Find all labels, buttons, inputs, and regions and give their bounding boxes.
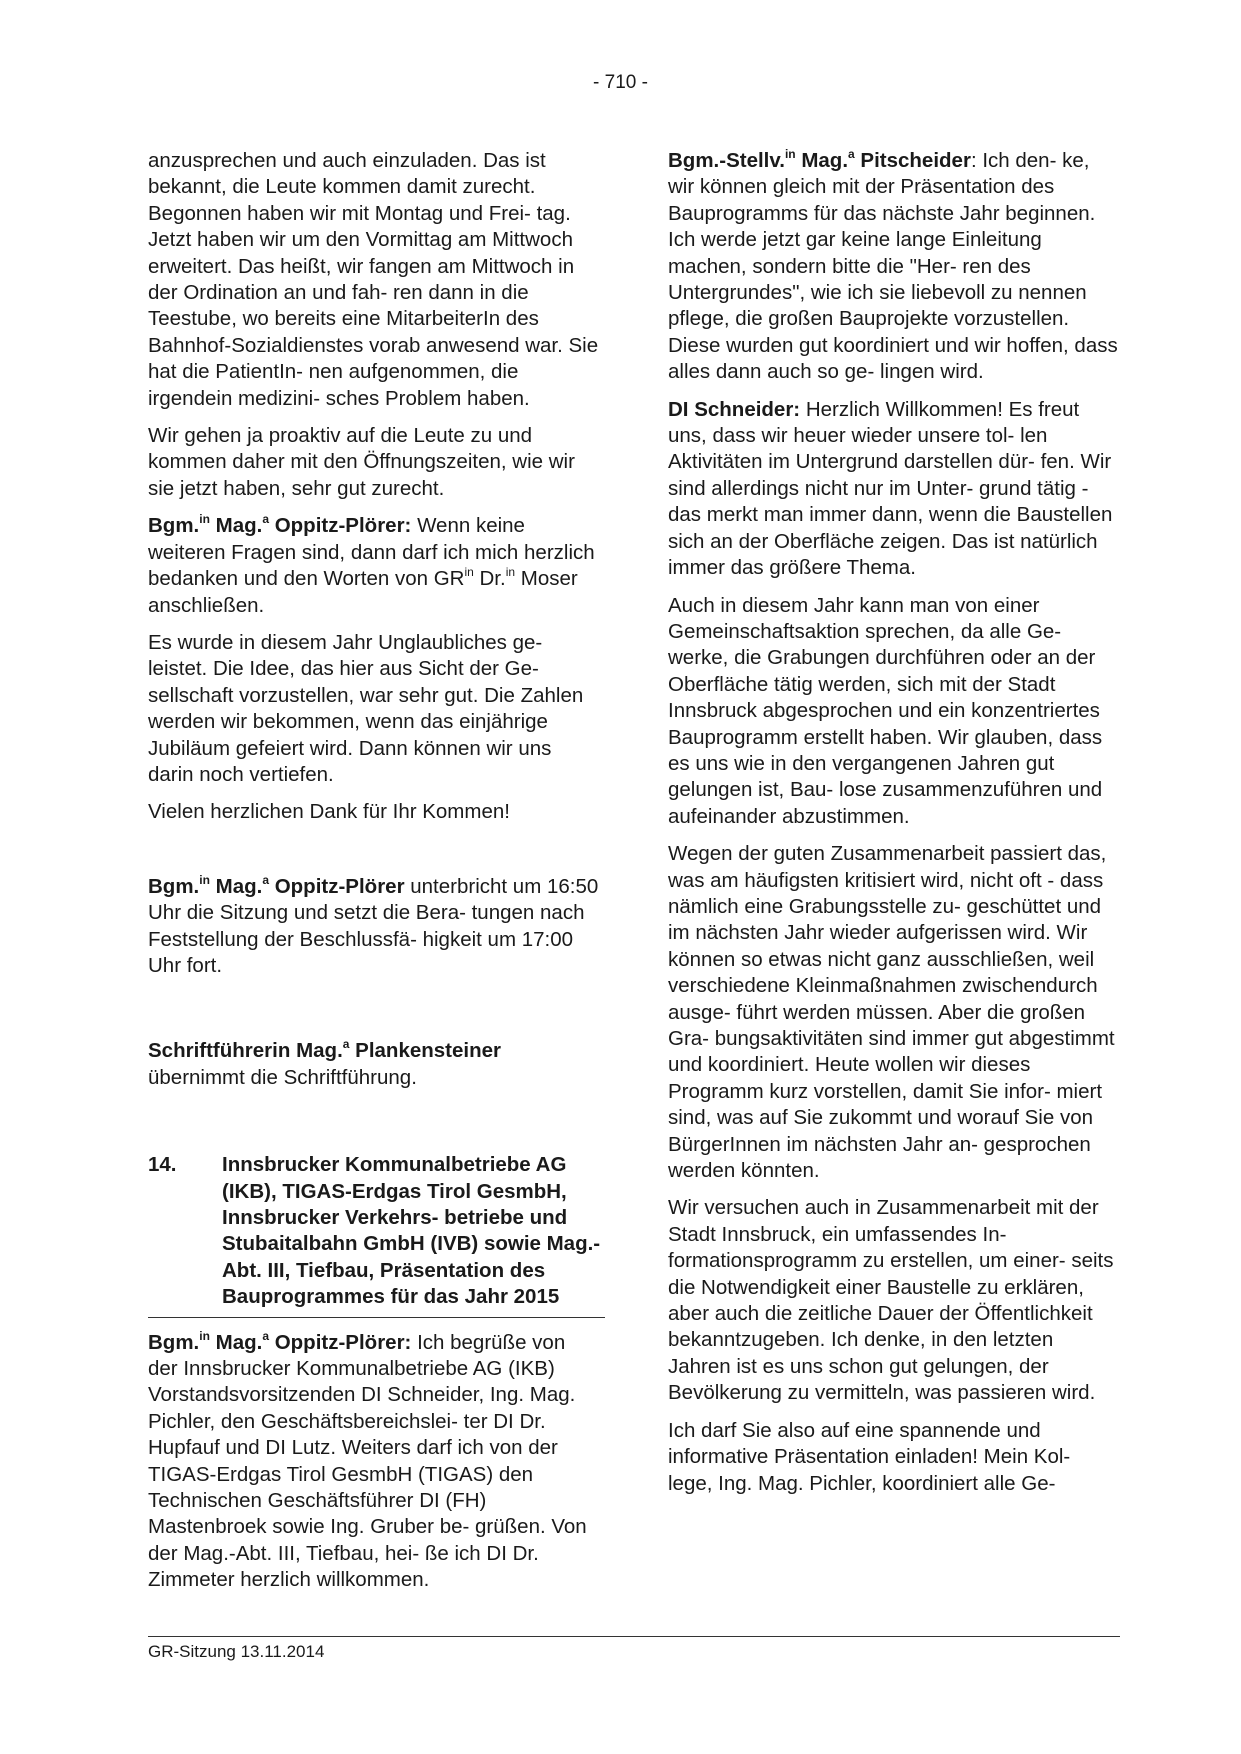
paragraph: Ich darf Sie also auf eine spannende und informative Präsentation einladen! Mein Kol- lege, Ing. Mag. Pichler, koordiniert alle Ge- (668, 1418, 1071, 1495)
left-column (148, 148, 600, 1605)
footer-divider (148, 1636, 1120, 1637)
right-column (668, 148, 1120, 1508)
speaker-name: Bgm.-Stellv.$^{in}$ Mag.$^a$ Pitscheider (668, 147, 971, 172)
paragraph: Wir gehen ja proaktiv auf die Leute zu und kommen daher mit den Öffnungszeiten, wie wir sie jetzt haben, sehr gut zurecht. (148, 424, 575, 500)
paragraph: anzusprechen und auch einzuladen. Das ist bekannt, die Leute kommen damit zurecht. Begonnen haben wir mit Montag und Frei- tag. Jetzt haben wir um den Vormittag am Mittwoch erweitert. Das heißt, wir fangen am Mittwoch in der Ordination an und fah- ren dann in die Teestube, wo bereits eine MitarbeiterIn des Bahnhof-Sozialdienstes vorab anwesend war. Sie hat die PatientIn- nen aufgenommen, die irgendein medizini- sches Problem haben. (148, 149, 599, 410)
speaker-paragraph: Schriftführerin Mag.$^a$ Plankensteiner übernimmt die Schriftführung. (148, 1037, 501, 1089)
speaker-paragraph: Bgm.-Stellv.$^{in}$ Mag.$^a$ Pitscheider: Ich den- ke, wir können gleich mit der Präsentation des Bauprogramms für das nächste Jahr beginnen. Ich werde jetzt gar keine lange Einleitung machen, sondern bitte die "Her- ren des Untergrundes", wie ich sie liebevoll zu nennen pflege, die großen Bauprojekte vorzustellen. Diese wurden gut koordiniert und wir hoffen, dass alles dann auch so ge- lingen wird. (668, 147, 1118, 384)
paragraph: Wir versuchen auch in Zusammenarbeit mit der Stadt Innsbruck, ein umfassendes In- formationsprogramm zu erstellen, um einer- seits die Notwendigkeit einer Baustelle zu erklären, aber auch die zeitliche Dauer der Öffentlichkeit bekanntzugeben. Ich denke, in den letzten Jahren ist es uns schon gut gelungen, der Bevölkerung zu vermitteln, was passieren wird. (668, 1196, 1114, 1405)
speaker-name: Bgm.$^{in}$ Mag.$^a$ Oppitz-Plörer (148, 872, 405, 898)
paragraph: Wegen der guten Zusammenarbeit passiert das, was am häufigsten kritisiert wird, nicht oft - dass nämlich eine Grabungsstelle zu- geschüttet und im nächsten Jahr wieder aufgerissen wird. Wir können so etwas nicht ganz ausschließen, weil verschiedene Kleinmaßnahmen zwischendurch ausge- führt werden müssen. Aber die großen Gra- bungsaktivitäten sind immer gut abgestimmt und koordiniert. Heute wollen wir dieses Programm kurz vorstellen, damit Sie infor- miert sind, was auf Sie zukommt und worauf Sie von BürgerInnen im nächsten Jahr an- gesprochen werden könnten. (668, 842, 1115, 1183)
agenda-number: 14. (148, 1153, 177, 1177)
agenda-title: Innsbrucker Kommunalbetriebe AG (IKB), TIGAS-Erdgas Tirol GesmbH, Innsbrucker Verkehrs- betriebe und Stubaitalbahn GmbH (IVB) sowie Mag.-Abt. III, Tiefbau, Präsentation des Bauprogrammes für das Jahr 2015 (222, 1153, 601, 1309)
speaker-paragraph: Bgm.$^{in}$ Mag.$^a$ Oppitz-Plörer: Ich begrüße von der Innsbrucker Kommunalbetriebe AG (IKB) Vorstandsvorsitzenden DI Schneider, Ing. Mag. Pichler, den Geschäftsbereichslei- ter DI Dr. Hupfauf und DI Lutz. Weiters darf ich von der TIGAS-Erdgas Tirol GesmbH (TIGAS) den Technischen Geschäftsführer DI (FH) Mastenbroek sowie Ing. Gruber be- grüßen. Von der Mag.-Abt. III, Tiefbau, hei- ße ich DI Dr. Zimmeter herzlich willkommen. (148, 1328, 587, 1592)
paragraph: Vielen herzlichen Dank für Ihr Kommen! (148, 800, 510, 824)
page-number: - 710 - (593, 72, 648, 93)
agenda-item-heading (148, 1152, 605, 1317)
speaker-name: Schriftführerin Mag.$^a$ Plankensteiner (148, 1037, 501, 1063)
speaker-name: Bgm.$^{in}$ Mag.$^a$ Oppitz-Plörer: (148, 1328, 412, 1354)
speaker-paragraph: Bgm.$^{in}$ Mag.$^a$ Oppitz-Plörer unterbricht um 16:50 Uhr die Sitzung und setzt die Bera- tungen nach Feststellung der Beschlussfä- higkeit um 17:00 Uhr fort. (148, 872, 599, 977)
speaker-paragraph: DI Schneider: Herzlich Willkommen! Es freut uns, dass wir heuer wieder unsere tol- len Aktivitäten im Untergrund darstellen dür- fen. Wir sind allerdings nicht nur im Unter- grund tätig - das merkt man immer dann, wenn die Baustellen sich an der Oberfläche zeigen. Das ist natürlich immer das größere Thema. (668, 397, 1113, 580)
paragraph: Es wurde in diesem Jahr Unglaubliches ge- leistet. Die Idee, das hier aus Sicht der Ge- sellschaft vorzustellen, war sehr gut. Die Zahlen werden wir bekommen, wenn das einjährige Jubiläum gefeiert wird. Dann können wir uns darin noch vertiefen. (148, 630, 584, 786)
paragraph: Auch in diesem Jahr kann man von einer Gemeinschaftsaktion sprechen, da alle Ge- werke, die Grabungen durchführen oder an der Oberfläche tätig werden, sich mit der Stadt Innsbruck abgesprochen und ein konzentriertes Bauprogramm erstellt haben. Wir glauben, dass es uns wie in den vergangenen Jahren gut gelungen ist, Bau- lose zusammenzuführen und aufeinander abzustimmen. (668, 593, 1103, 828)
speaker-paragraph: Bgm.$^{in}$ Mag.$^a$ Oppitz-Plörer: Wenn keine weiteren Fragen sind, dann darf ich mich herzlich bedanken und den Worten von $GR^{in}$ Dr.$^{in}$ Moser anschließen. (148, 512, 595, 617)
speaker-name: Bgm.$^{in}$ Mag.$^a$ Oppitz-Plörer: (148, 512, 412, 538)
footer-session-date: GR-Sitzung 13.11.2014 (148, 1642, 325, 1661)
speaker-name: DI Schneider: (668, 397, 801, 421)
